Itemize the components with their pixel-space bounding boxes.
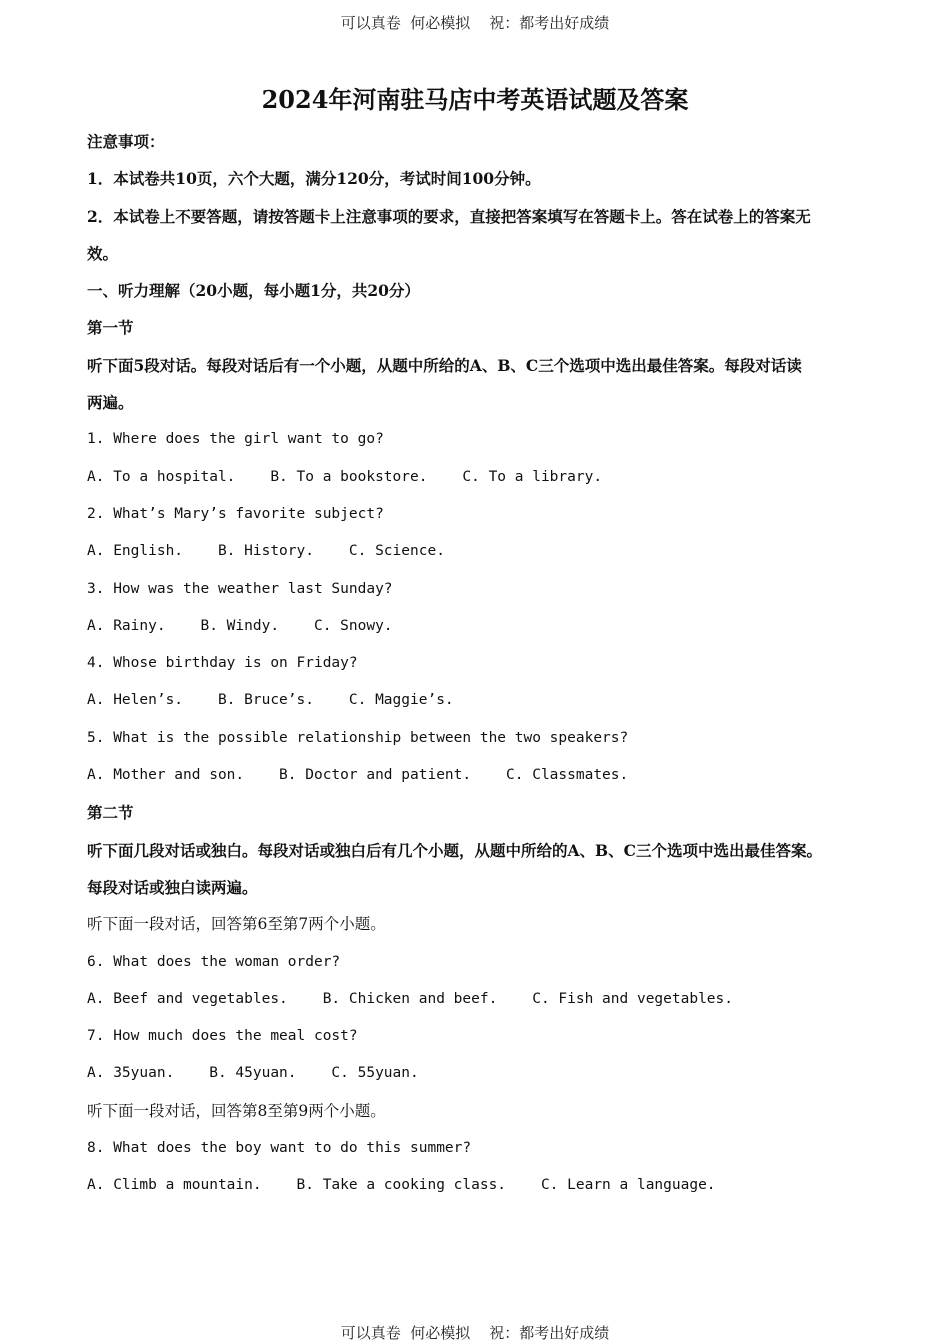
notice-item-2-line-2: 效。 [87, 243, 119, 263]
exam-content [87, 123, 877, 1205]
question-3: 3. How was the weather last Sunday? [87, 580, 393, 597]
question-6-options: A. Beef and vegetables. B. Chicken and beef. C. Fish and vegetables. [87, 990, 734, 1007]
footer-watermark: 可以真卷 何必模拟 祝：都考出好成绩 [340, 1324, 610, 1342]
notice-item-1: 1．本试卷共10页，六个大题，满分120分，考试时间100分钟。 [87, 169, 541, 189]
question-7: 7. How much does the meal cost? [87, 1028, 358, 1045]
question-8-options: A. Climb a mountain. B. Take a cooking class. C. Learn a language. [87, 1177, 716, 1194]
section2-instruction-line-2: 每段对话或独白读两遍。 [87, 877, 258, 897]
section1-instruction-line-2: 两遍。 [87, 393, 134, 413]
question-5: 5. What is the possible relationship between the two speakers? [87, 729, 629, 746]
question-7-options: A. 35yuan. B. 45yuan. C. 55yuan. [87, 1065, 419, 1082]
question-8: 8. What does the boy want to do this summer? [87, 1140, 472, 1157]
question-2-options: A. English. B. History. C. Science. [87, 543, 445, 560]
question-1: 1. Where does the girl want to go? [87, 431, 384, 448]
notice-heading: 注意事项： [87, 132, 165, 151]
part1-heading: 一、听力理解（20小题，每小题1分，共20分） [87, 281, 420, 301]
section1-heading: 第一节 [87, 318, 134, 338]
question-2: 2. What’s Mary’s favorite subject? [87, 505, 384, 522]
question-1-options: A. To a hospital. B. To a bookstore. C. To a library. [87, 468, 603, 485]
dialog-intro-8-9: 听下面一段对话，回答第8至第9两个小题。 [87, 1101, 386, 1120]
section2-heading: 第二节 [87, 803, 134, 823]
notice-item-2-line-1: 2．本试卷上不要答题，请按答题卡上注意事项的要求，直接把答案填写在答题卡上。答在试卷上的答案无 [87, 206, 811, 226]
question-3-options: A. Rainy. B. Windy. C. Snowy. [87, 617, 393, 634]
question-5-options: A. Mother and son. B. Doctor and patient. C. Classmates. [87, 767, 629, 784]
question-4-options: A. Helen’s. B. Bruce’s. C. Maggie’s. [87, 692, 454, 709]
header-watermark: 可以真卷 何必模拟 祝：都考出好成绩 [340, 14, 610, 32]
dialog-intro-6-7: 听下面一段对话，回答第6至第7两个小题。 [87, 915, 386, 934]
section2-instruction-line-1: 听下面几段对话或独白。每段对话或独白后有几个小题，从题中所给的A、B、C三个选项中选出最佳答案。 [87, 840, 822, 860]
question-4: 4. Whose birthday is on Friday? [87, 655, 358, 672]
page-title: 2024年河南驻马店中考英语试题及答案 [261, 85, 689, 114]
section1-instruction-line-1: 听下面5段对话。每段对话后有一个小题，从题中所给的A、B、C三个选项中选出最佳答案。每段对话读 [87, 355, 802, 375]
question-6: 6. What does the woman order? [87, 953, 341, 970]
